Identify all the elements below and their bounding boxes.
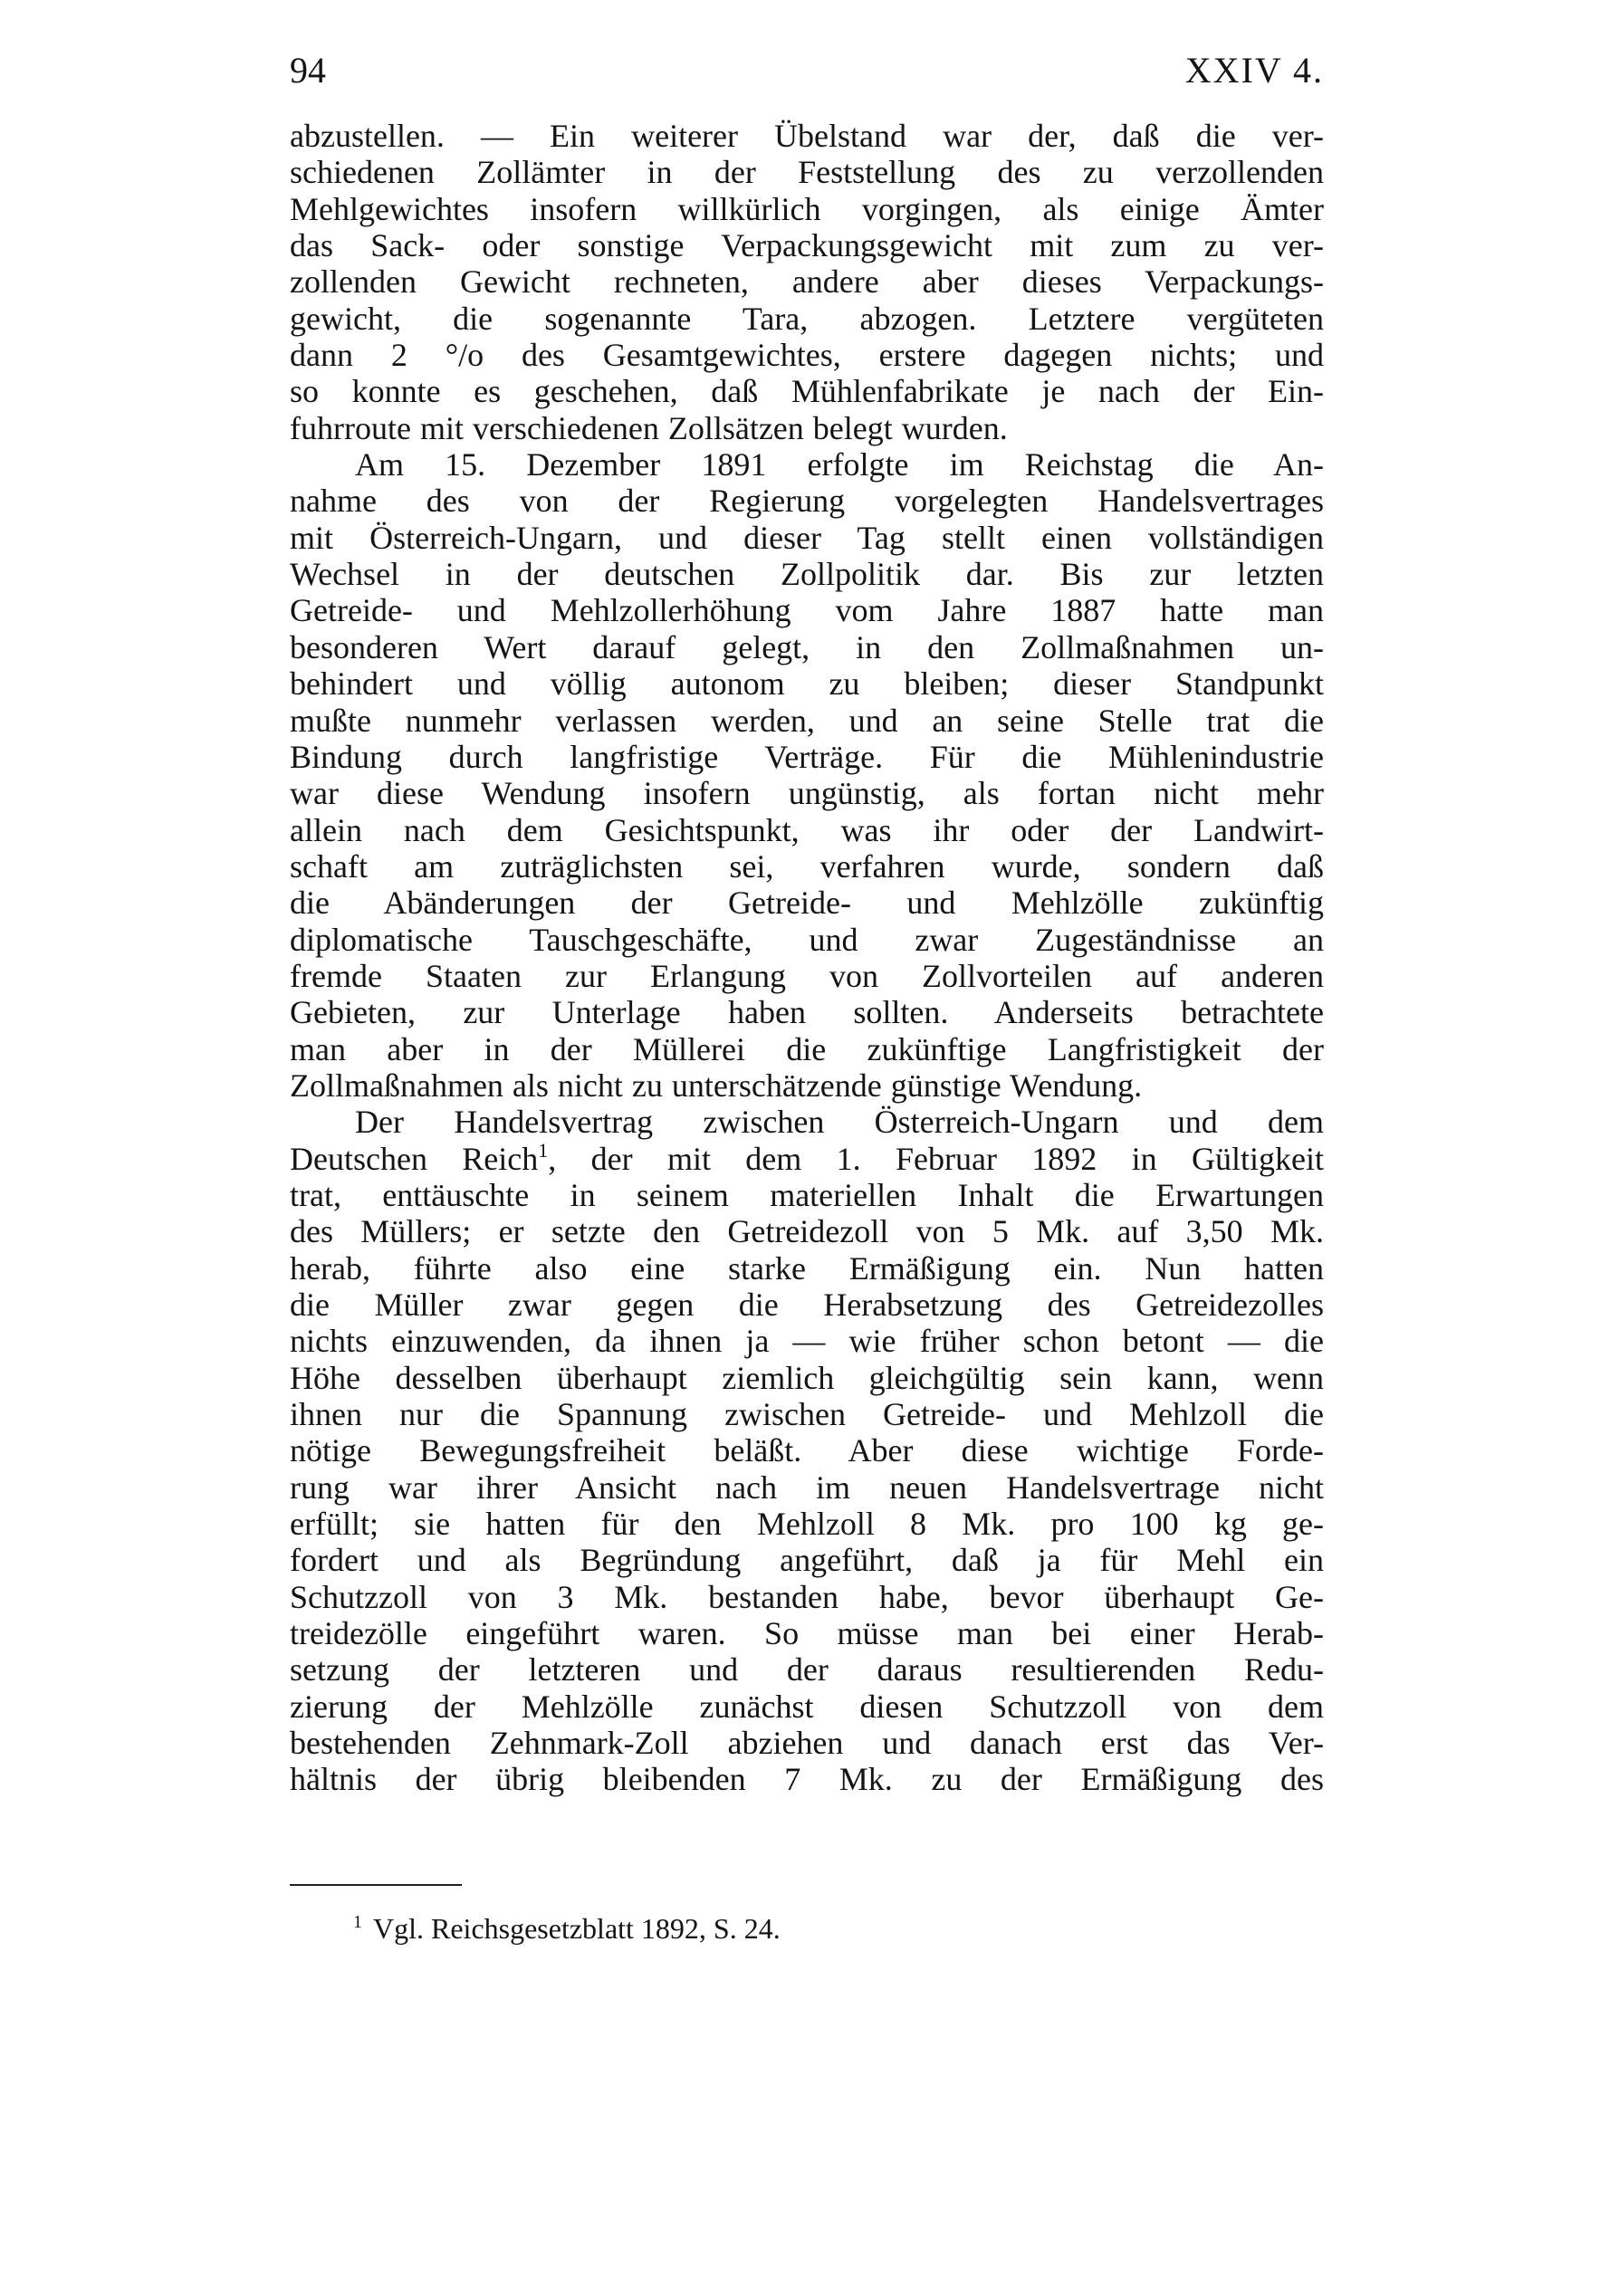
text-line: Gebieten, zur Unterlage haben sollten. Anderseits betrachtete — [290, 994, 1324, 1031]
text-line: besonderen Wert darauf gelegt, in den Zollmaßnahmen un- — [290, 628, 1324, 665]
text-line: zierung der Mehlzölle zunächst diesen Schutzzoll von dem — [290, 1688, 1324, 1725]
text-line: fordert und als Begründung angeführt, daß ja für Mehl ein — [290, 1542, 1324, 1579]
text-fragment: , der mit dem 1. Februar 1892 in Gültigkeit — [548, 1140, 1324, 1177]
text-line: abzustellen. — Ein weiterer Übelstand war der, daß die ver- — [290, 118, 1324, 154]
text-line: nahme des von der Regierung vorgelegten Handelsvertrages — [290, 483, 1324, 520]
text-line: Zollmaßnahmen als nicht zu unterschätzende günstige Wendung. — [290, 1067, 1143, 1104]
text-line: Wechsel in der deutschen Zollpolitik dar. Bis zur letzten — [290, 556, 1324, 593]
text-line: erfüllt; sie hatten für den Mehlzoll 8 Mk. pro 100 kg ge- — [290, 1506, 1324, 1543]
text-line: hältnis der übrig bleibenden 7 Mk. zu der Ermäßigung des — [290, 1761, 1324, 1798]
text-line: bestehenden Zehnmark-Zoll abziehen und danach erst das Ver- — [290, 1725, 1324, 1762]
text-line: Schutzzoll von 3 Mk. bestanden habe, bevor überhaupt Ge- — [290, 1578, 1324, 1615]
text-line: das Sack- oder sonstige Verpackungsgewicht mit zum zu ver- — [290, 227, 1324, 264]
text-line: Bindung durch langfristige Verträge. Für die Mühlenindustrie — [290, 738, 1324, 775]
text-fragment: Deutschen Reich — [290, 1140, 539, 1177]
text-line: treidezölle eingeführt waren. So müsse man bei einer Herab- — [290, 1615, 1324, 1652]
text-line: herab, führte also eine starke Ermäßigung ein. Nun hatten — [290, 1249, 1324, 1287]
text-line: Getreide- und Mehlzollerhöhung vom Jahre 1887 hatte man — [290, 592, 1324, 629]
text-line: diplomatische Tauschgeschäfte, und zwar Zugeständnisse an — [290, 921, 1324, 958]
text-line: Höhe desselben überhaupt ziemlich gleichgültig sein kann, wenn — [290, 1359, 1324, 1396]
text-line: ihnen nur die Spannung zwischen Getreide- und Mehlzoll die — [290, 1396, 1324, 1433]
page-number: 94 — [290, 50, 326, 91]
footnote-reference[interactable]: 1 — [538, 1138, 549, 1162]
text-line: des Müllers; er setzte den Getreidezoll von 5 Mk. auf 3,50 Mk. — [290, 1213, 1324, 1250]
text-line: behindert und völlig autonom zu bleiben; dieser Standpunkt — [290, 665, 1324, 703]
text-line: war diese Wendung insofern ungünstig, als fortan nicht mehr — [290, 775, 1324, 812]
text-line: fuhrroute mit verschiedenen Zollsätzen belegt wurden. — [290, 409, 1008, 446]
text-line: man aber in der Müllerei die zukünftige Langfristigkeit der — [290, 1030, 1324, 1067]
text-line: gewicht, die sogenannte Tara, abzogen. Letztere vergüteten — [290, 300, 1324, 337]
text-line: mußte nunmehr verlassen werden, und an seine Stelle trat die — [290, 702, 1324, 739]
footnote-text: Vgl. Reichsgesetzblatt 1892, S. 24. — [373, 1912, 781, 1945]
text-line: so konnte es geschehen, daß Mühlenfabrikate je nach der Ein- — [290, 373, 1324, 410]
text-line: nötige Bewegungsfreiheit beläßt. Aber diese wichtige Forde- — [290, 1432, 1324, 1469]
body-text — [290, 118, 1324, 1798]
text-line: die Abänderungen der Getreide- und Mehlzölle zukünftig — [290, 885, 1324, 922]
text-line: schaft am zuträglichsten sei, verfahren wurde, sondern daß — [290, 847, 1324, 885]
text-line: dann 2 °/o des Gesamtgewichtes, erstere dagegen nichts; und — [290, 337, 1324, 374]
text-line: trat, enttäuschte in seinem materiellen Inhalt die Erwartungen — [290, 1176, 1324, 1213]
text-line: allein nach dem Gesichtspunkt, was ihr oder der Landwirt- — [290, 811, 1324, 848]
text-line: Mehlgewichtes insofern willkürlich vorgingen, als einige Ämter — [290, 190, 1324, 227]
text-line: rung war ihrer Ansicht nach im neuen Handelsvertrage nicht — [290, 1468, 1324, 1506]
text-line: die Müller zwar gegen die Herabsetzung des Getreidezolles — [290, 1287, 1324, 1323]
footnote — [353, 1910, 781, 1947]
footnote-divider — [290, 1884, 462, 1886]
running-head: XXIV 4. — [1184, 50, 1324, 91]
page-header — [290, 43, 1324, 98]
text-line: mit Österreich-Ungarn, und dieser Tag stellt einen vollständigen — [290, 519, 1324, 556]
text-line — [290, 1138, 1324, 1177]
text-line: Am 15. Dezember 1891 erfolgte im Reichstag die An- — [355, 446, 1324, 483]
footnote-marker: 1 — [353, 1912, 362, 1932]
text-line: schiedenen Zollämter in der Feststellung des zu verzollenden — [290, 154, 1324, 191]
text-line: nichts einzuwenden, da ihnen ja — wie früher schon betont — die — [290, 1323, 1324, 1360]
text-line: setzung der letzteren und der daraus resultierenden Redu- — [290, 1651, 1324, 1689]
text-line: fremde Staaten zur Erlangung von Zollvorteilen auf anderen — [290, 957, 1324, 994]
text-line: Der Handelsvertrag zwischen Österreich-Ungarn und dem — [355, 1104, 1324, 1141]
text-line: zollenden Gewicht rechneten, andere aber dieses Verpackungs- — [290, 263, 1324, 301]
